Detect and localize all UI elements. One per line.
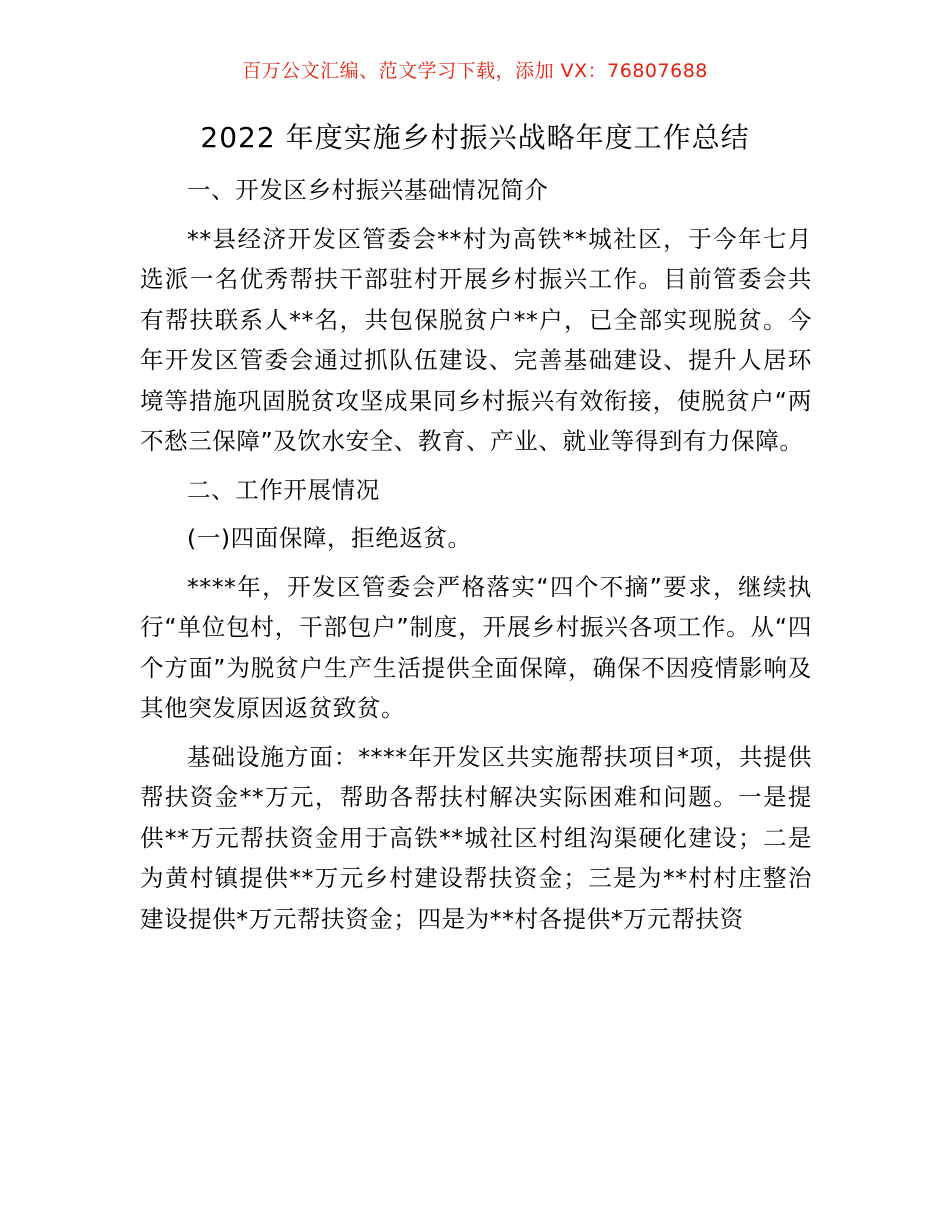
header-note: 百万公文汇编、范文学习下载，添加 VX：76807688 [242, 60, 708, 82]
document-body [140, 170, 812, 947]
subsection-1-paragraph-1: ****年，开发区管委会严格落实“四个不摘”要求，继续执行“单位包村，干部包户”制度，开展乡村振兴各项工作。从“四个方面”为脱贫户生产生活提供全面保障，确保不因疫情影响及其他突发原因返贫致贫。 [140, 572, 812, 722]
subsection-1-heading: (一)四面保障，拒绝返贫。 [187, 524, 472, 552]
section-2-heading: 二、工作开展情况 [187, 475, 380, 504]
document-title: 2022 年度实施乡村振兴战略年度工作总结 [200, 121, 750, 154]
section-1-heading: 一、开发区乡村振兴基础情况简介 [187, 176, 549, 204]
subsection-1-paragraph-2: 基础设施方面：****年开发区共实施帮扶项目*项，共提供帮扶资金**万元，帮助各帮扶村解决实际困难和问题。一是提供**万元帮扶资金用于高铁**城社区村组沟渠硬化建设；二是为黄村镇提供**万元乡村建设帮扶资金；三是为**村村庄整治建设提供*万元帮扶资金；四是为**村各提供*万元帮扶资 [140, 742, 812, 933]
section-1-paragraph: **县经济开发区管委会**村为高铁**城社区，于今年七月选派一名优秀帮扶干部驻村开展乡村振兴工作。目前管委会共有帮扶联系人**名，共包保脱贫户**户，已全部实现脱贫。今年开发区管委会通过抓队伍建设、完善基础建设、提升人居环境等措施巩固脱贫攻坚成果同乡村振兴有效衔接，使脱贫户“两不愁三保障”及饮水安全、教育、产业、就业等得到有力保障。 [140, 224, 812, 455]
